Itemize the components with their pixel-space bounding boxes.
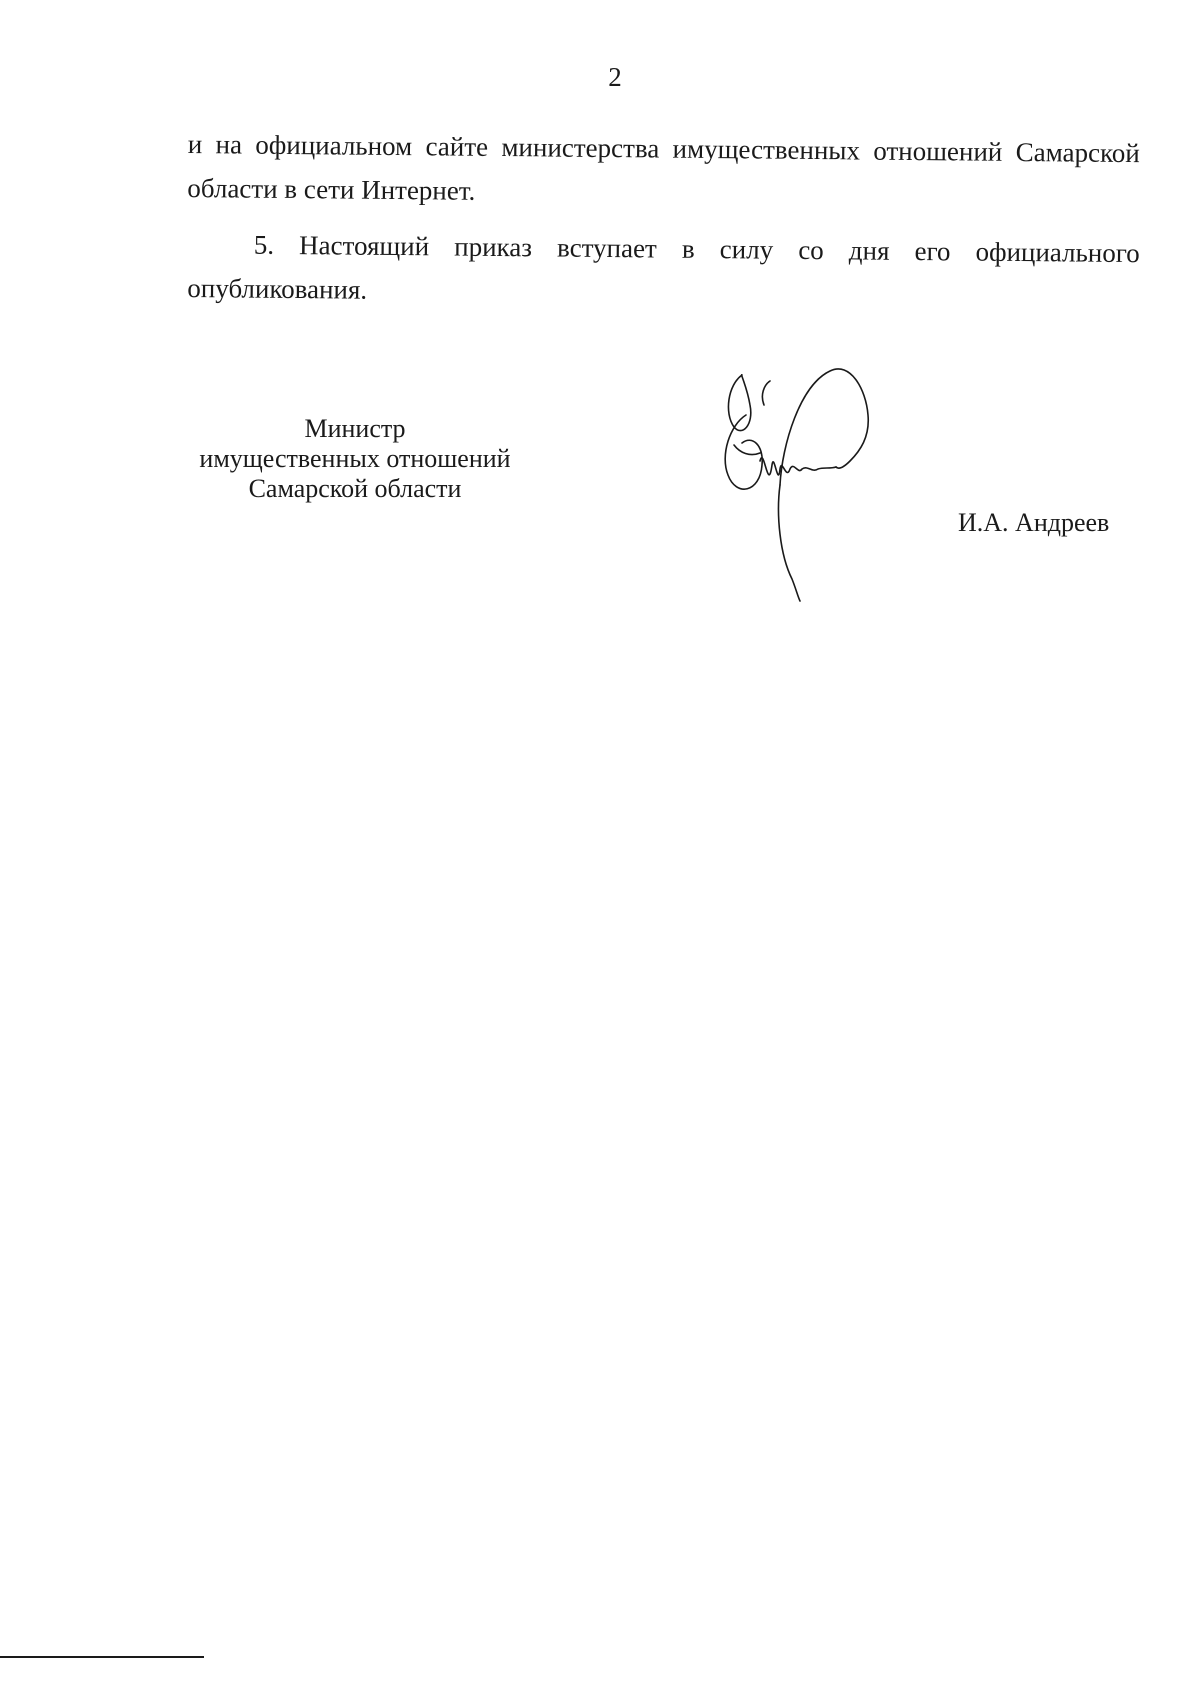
paragraph-text: 5. Настоящий приказ вступает в силу со дня его официального опубликования. bbox=[187, 229, 1140, 305]
handwritten-signature bbox=[720, 365, 890, 635]
body-paragraph-item-5 bbox=[187, 222, 1140, 319]
page-number: 2 bbox=[608, 62, 622, 92]
signatory-position bbox=[150, 414, 560, 504]
signer-name: И.А. Андреев bbox=[958, 508, 1110, 537]
position-line-1: Министр bbox=[304, 414, 406, 443]
footer-rule bbox=[0, 1656, 204, 1658]
position-line-2: имущественных отношений bbox=[199, 444, 511, 473]
body-paragraph-continuation bbox=[187, 122, 1140, 219]
paragraph-text: и на официальном сайте министерства имущественных отношений Самарской области в сети Интернет. bbox=[187, 128, 1140, 206]
position-line-3: Самарской области bbox=[248, 474, 462, 503]
